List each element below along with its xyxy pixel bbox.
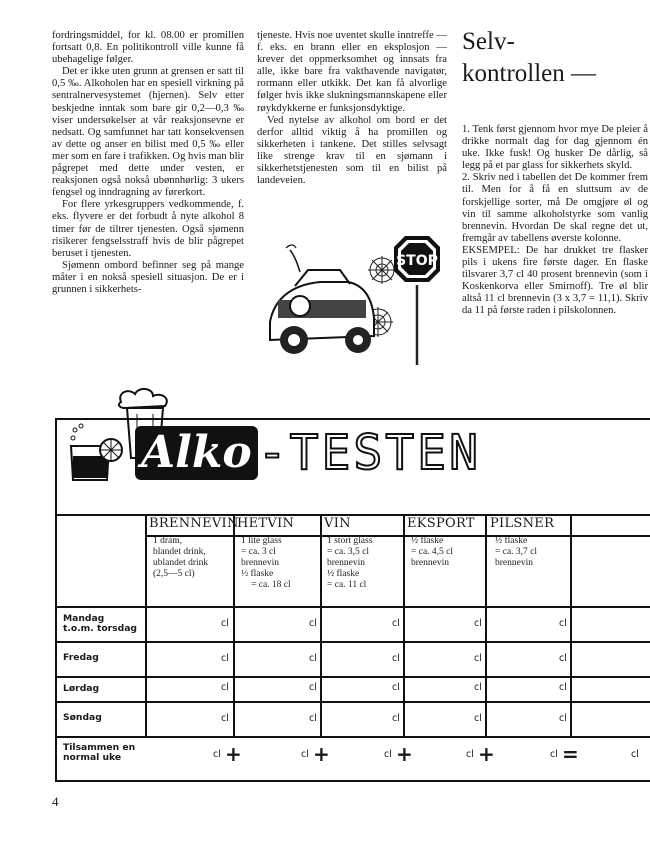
table-rule — [233, 514, 235, 736]
column-desc: ½ flaske = ca. 3,7 cl brennevin — [495, 536, 538, 568]
table-rule — [485, 514, 487, 736]
paragraph: 1. Tenk først gjennom hvor mye De pleier å drikke normalt dag for dag gjennom én uke. Ikke fusk! Og husker De dårlig, så legg på et par glass for sikkerhets skyld. — [462, 124, 648, 172]
paragraph: Det er ikke uten grunn at grensen er satt til 0,5 ‰. Alkoholen har en spesiell virkning på sentralnervesystemet (hjernen). Selv etter beskjedne inntak som bare gir 0,2—0,3 ‰ viser undersøkelser at vår reaksjonsevne er nedsatt. Og samfunnet har tatt konsekvensen av dette og anser en bilist med 0,5 ‰ eller mer som en fare i trafikken. Og hvis man blir pågrepet med dette under vesten, er reaksjonen også nokså ubønnhørlig: 3 ukers fengsel og inndragning av førerkort. — [52, 66, 244, 199]
column-desc: 1 dram, blandet drink, ublandet drink (2,5—5 cl) — [153, 536, 209, 579]
unit-cell: cl — [309, 653, 317, 664]
unit-label: cl — [550, 749, 558, 760]
plus-sign: + — [313, 742, 330, 766]
unit-cell: cl — [392, 682, 400, 693]
paragraph: tjeneste. Hvis noe uventet skulle inntreffe — f. eks. en brann eller en eksplosjon — krever det oppmerksomhet og innsats fra alle, ikke bare fra vakthavende navigatør, rormann eller utkikk. Det kan få alvorlige følger hvis ikke slukningsmannskapene eller røykdykkerne er funksjonsdyktige. — [257, 30, 447, 114]
unit-cell: cl — [474, 653, 482, 664]
unit-label: cl — [213, 749, 221, 760]
paragraph: 2. Skriv ned i tabellen det De kommer frem til. Men for å få en sluttsum av de forskjellige sorter, må De omgjøre øl og vin til samme alkoholstyrke som vanlig brennevin. Hvordan De skal regne det ut, fremgår av tabellens øverste kolonne. — [462, 172, 648, 244]
unit-cell: cl — [474, 618, 482, 629]
table-rule — [403, 514, 405, 736]
test-title — [135, 426, 635, 482]
unit-cell: cl — [309, 713, 317, 724]
unit-cell: cl — [559, 713, 567, 724]
row-label-fredag: Fredag — [63, 652, 99, 663]
alko-test-form — [55, 390, 650, 782]
unit-cell: cl — [392, 618, 400, 629]
unit-label: cl — [631, 749, 639, 760]
unit-cell: cl — [474, 713, 482, 724]
unit-cell: cl — [221, 653, 229, 664]
unit-cell: cl — [221, 618, 229, 629]
title-banner — [65, 422, 639, 486]
row-label-lordag: Lørdag — [63, 683, 100, 694]
text-column-1 — [52, 30, 244, 296]
table-rule — [320, 514, 322, 736]
unit-cell: cl — [392, 713, 400, 724]
text-column-2 — [257, 30, 447, 187]
column-header-eksport: EKSPORT — [407, 516, 475, 531]
paragraph: EKSEMPEL: De har drukket tre flasker pils i ukens fire første dager. En flaske tilsvarer 3,7 cl 40 prosent brennevin (som i Koskenkorva eller Smirnoff). Tre øl blir altså 11 cl brennevin (3 x 3,7 = 11,1). Skriv da 11 på første raden i pilskolonnen. — [462, 244, 648, 317]
test-title-outline: -TESTEN — [257, 425, 481, 481]
paragraph: Ved nytelse av alkohol om bord er det derfor alltid viktig å ha promillen og sikkerheten i tankene. Det stilles selvsagt like strenge krav til en sjømann i sikkerhetstjenesten som til en bilist på landeveien. — [257, 114, 447, 187]
unit-cell: cl — [559, 653, 567, 664]
cocktail-glass-icon — [65, 422, 129, 486]
plus-sign: + — [396, 742, 413, 766]
table-rule — [145, 514, 147, 736]
stop-sign-icon — [394, 236, 440, 282]
column-header-vin: VIN — [324, 516, 351, 531]
text-column-3 — [462, 124, 648, 318]
svg-text:STOP: STOP — [396, 253, 438, 269]
car-illustration — [260, 230, 450, 370]
spider-web-icon — [368, 256, 396, 284]
unit-label: cl — [466, 749, 474, 760]
unit-cell: cl — [221, 713, 229, 724]
unit-cell: cl — [392, 653, 400, 664]
equals-sign: = — [562, 742, 579, 766]
column-desc: 1 lite glass = ca. 3 cl brennevin ½ flaske = ca. 18 cl — [241, 536, 291, 590]
column-header-hetvin: HETVIN — [237, 516, 295, 531]
heading-line: Selv- — [462, 28, 515, 55]
unit-cell: cl — [559, 682, 567, 693]
unit-cell: cl — [559, 618, 567, 629]
column-header-pilsner: PILSNER — [490, 516, 555, 531]
plus-sign: + — [225, 742, 242, 766]
row-label-total: Tilsammen en normal uke — [63, 742, 136, 763]
heading-line: kontrollen — — [462, 60, 597, 87]
test-title-italic: Alko — [135, 426, 258, 480]
table-rule — [145, 535, 650, 537]
column-desc: 1 stort glass = ca. 3,5 cl brennevin ½ flaske = ca. 11 cl — [327, 536, 373, 590]
page-number: 4 — [52, 794, 59, 809]
section-heading — [462, 26, 648, 90]
row-label-mandag: Mandag t.o.m. torsdag — [63, 613, 138, 634]
unit-cell: cl — [309, 682, 317, 693]
paragraph: For flere yrkesgruppers vedkommende, f. eks. flyvere er det forbudt å nyte alkohol 8 timer før de tiltrer tjenesten. Også sjømenn risikerer fengselsstraff hvis de blir pågrepet beruset i tjenesten. — [52, 199, 244, 259]
row-label-sondag: Søndag — [63, 712, 102, 723]
unit-cell: cl — [309, 618, 317, 629]
unit-label: cl — [301, 749, 309, 760]
plus-sign: + — [478, 742, 495, 766]
unit-cell: cl — [474, 682, 482, 693]
column-desc: ½ flaske = ca. 4,5 cl brennevin — [411, 536, 454, 568]
unit-label: cl — [384, 749, 392, 760]
table-rule — [57, 736, 650, 738]
column-header-brennevin: BRENNEVIN — [149, 516, 239, 531]
unit-cell: cl — [221, 682, 229, 693]
table-rule — [570, 514, 572, 736]
paragraph: fordringsmiddel, for kl. 08.00 er promillen fortsatt 0,8. En politikontroll ville kunne få ubehagelige følger. — [52, 30, 244, 66]
paragraph: Sjømenn ombord befinner seg på mange måter i en nokså spesiell situasjon. De er i grunnen i sikkerhets- — [52, 259, 244, 295]
car-icon — [270, 245, 374, 354]
